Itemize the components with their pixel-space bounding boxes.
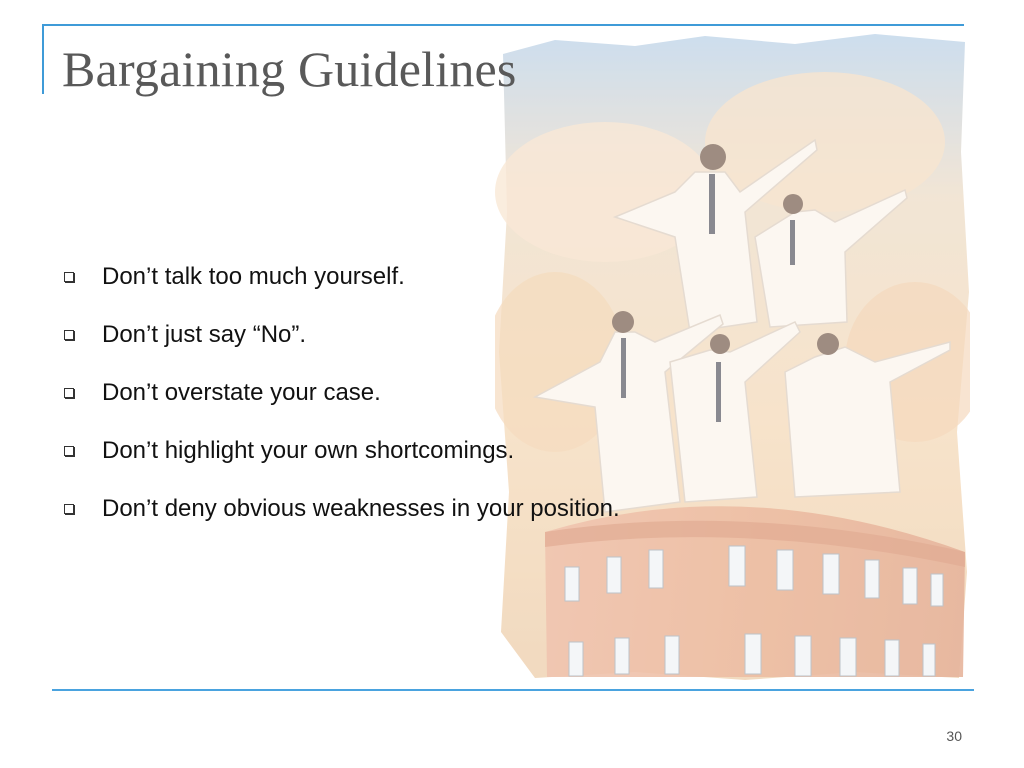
bullet-item (62, 306, 620, 364)
bullet-text: Don’t highlight your own shortcomings. (102, 437, 515, 464)
hollow-square-icon (64, 388, 74, 398)
bullet-item (62, 422, 620, 480)
bottom-accent-line (52, 689, 974, 691)
bullet-item (62, 364, 620, 422)
hollow-square-icon (64, 272, 74, 282)
bullet-item (62, 248, 620, 306)
slide-title: Bargaining Guidelines (62, 41, 517, 97)
bullet-text: Don’t talk too much yourself. (102, 263, 405, 290)
bullet-list (62, 248, 620, 538)
hollow-square-icon (64, 504, 74, 514)
top-accent-line (42, 24, 964, 26)
bullet-text: Don’t just say “No”. (102, 321, 307, 348)
bullet-item (62, 480, 620, 538)
hollow-square-icon (64, 446, 74, 456)
hollow-square-icon (64, 330, 74, 340)
bullet-text: Don’t deny obvious weaknesses in your position. (102, 495, 620, 522)
page-number: 30 (946, 728, 962, 744)
bullet-text: Don’t overstate your case. (102, 379, 381, 406)
left-accent-line (42, 24, 44, 94)
